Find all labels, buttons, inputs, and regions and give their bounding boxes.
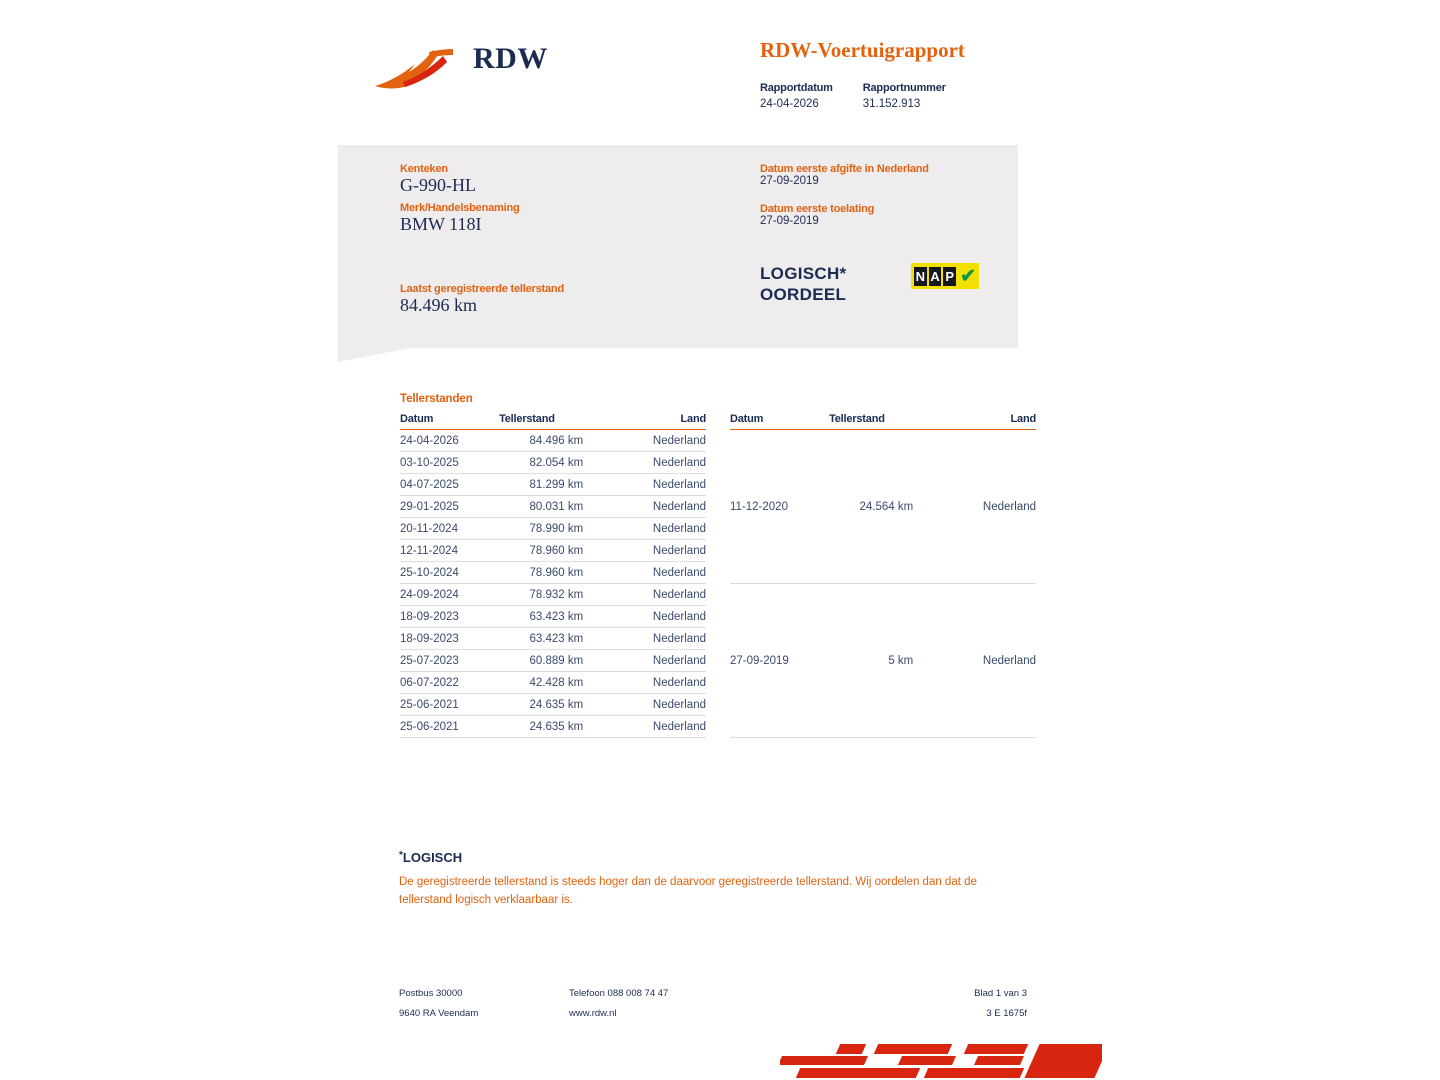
table-row	[400, 650, 706, 672]
nap-badge	[911, 263, 979, 289]
table-row	[730, 584, 1036, 738]
cell-tellerstand: 78.960 km	[485, 562, 629, 584]
footer-phone: Telefoon 088 008 74 47	[569, 988, 669, 999]
report-date-block	[760, 82, 833, 110]
report-number-block	[863, 82, 946, 110]
table-row	[400, 430, 706, 452]
cell-datum: 25-06-2021	[400, 694, 485, 716]
table-row	[400, 474, 706, 496]
cell-datum: 03-10-2025	[400, 452, 485, 474]
cell-tellerstand: 24.635 km	[485, 694, 629, 716]
cell-datum: 04-07-2025	[400, 474, 485, 496]
footer-postbus: Postbus 30000	[399, 988, 463, 999]
report-meta	[760, 82, 946, 110]
verdict-line-2: OORDEEL	[760, 285, 847, 305]
table-row	[400, 694, 706, 716]
report-date-value: 24-04-2026	[760, 98, 819, 110]
footnote-body: De geregistreerde tellerstand is steeds hoger dan de daarvoor geregistreerde tellerstand. Wij oordelen dan dat de tellerstand logisch verklaarbaar is.	[399, 876, 977, 906]
table-row	[400, 496, 706, 518]
make-value: BMW 118I	[400, 214, 482, 234]
cell-tellerstand: 24.564 km	[815, 430, 959, 584]
footer-form-code: 3 E 1675f	[986, 1008, 1027, 1019]
odometer-table-left	[400, 413, 706, 738]
table-header-row	[400, 413, 706, 430]
footnote-block	[399, 850, 999, 910]
check-icon: ✔	[960, 265, 976, 287]
document-header	[373, 28, 1033, 118]
cell-land: Nederland	[629, 716, 706, 738]
footnote-title	[399, 850, 999, 865]
cell-land: Nederland	[629, 452, 706, 474]
cell-land: Nederland	[629, 562, 706, 584]
report-date-label: Rapportdatum	[760, 82, 833, 94]
report-number-value: 31.152.913	[862, 98, 921, 110]
cell-land: Nederland	[629, 650, 706, 672]
cell-land: Nederland	[629, 606, 706, 628]
odometer-section-title: Tellerstanden	[400, 393, 473, 405]
first-admission-label: Datum eerste toelating	[760, 203, 875, 215]
cell-datum: 24-04-2026	[400, 430, 485, 452]
cell-land: Nederland	[629, 540, 706, 562]
cell-datum: 18-09-2023	[400, 606, 485, 628]
cell-land: Nederland	[629, 430, 706, 452]
cell-datum: 18-09-2023	[400, 628, 485, 650]
footer-website[interactable]: www.rdw.nl	[569, 1008, 617, 1019]
cell-datum: 25-07-2023	[400, 650, 485, 672]
table-row	[400, 606, 706, 628]
first-admission-value: 27-09-2019	[760, 215, 819, 227]
column-header-tellerstand: Tellerstand	[815, 413, 959, 430]
summary-left-column	[400, 163, 700, 316]
cell-tellerstand: 81.299 km	[485, 474, 629, 496]
report-number-label: Rapportnummer	[862, 82, 946, 94]
table-header-row	[730, 413, 1036, 430]
cell-datum: 12-11-2024	[400, 540, 485, 562]
last-odometer-value: 84.496 km	[400, 295, 478, 315]
license-plate-label: Kenteken	[400, 163, 448, 175]
first-issue-nl-value: 27-09-2019	[760, 175, 819, 187]
cell-datum: 27-09-2019	[730, 584, 815, 738]
column-header-datum: Datum	[730, 413, 815, 430]
cell-datum: 24-09-2024	[400, 584, 485, 606]
nap-letter-a: A	[930, 268, 940, 284]
odometer-section	[400, 393, 1040, 738]
footnote-title-text: LOGISCH	[402, 850, 463, 865]
cell-land: Nederland	[629, 496, 706, 518]
cell-land: Nederland	[629, 518, 706, 540]
cell-land: Nederland	[629, 628, 706, 650]
summary-right-column	[760, 163, 1010, 227]
footer-city: 9640 RA Veendam	[399, 1008, 479, 1019]
footer-page-number: Blad 1 van 3	[974, 988, 1027, 999]
cell-tellerstand: 78.932 km	[485, 584, 629, 606]
nap-letter-p: P	[943, 267, 956, 286]
cell-datum: 06-07-2022	[400, 672, 485, 694]
make-label: Merk/Handelsbenaming	[400, 202, 520, 214]
cell-tellerstand: 24.635 km	[485, 716, 629, 738]
cell-tellerstand: 80.031 km	[485, 496, 629, 518]
rdw-logo	[373, 36, 553, 96]
verdict-line-1: LOGISCH*	[760, 264, 847, 283]
bottom-decorative-graphic	[780, 1042, 1102, 1080]
document-footer	[399, 988, 1027, 1028]
cell-tellerstand: 84.496 km	[485, 430, 629, 452]
rdw-swoosh-logo-icon	[373, 46, 461, 92]
cell-datum: 29-01-2025	[400, 496, 485, 518]
cell-tellerstand: 63.423 km	[485, 606, 629, 628]
last-odometer-label: Laatst geregistreerde tellerstand	[400, 283, 564, 295]
first-issue-nl-label: Datum eerste afgifte in Nederland	[760, 163, 929, 175]
band-notch-decoration	[338, 348, 410, 362]
cell-land: Nederland	[629, 672, 706, 694]
table-row	[400, 452, 706, 474]
cell-land: Nederland	[959, 430, 1036, 584]
cell-datum: 25-06-2021	[400, 716, 485, 738]
odometer-table-right	[730, 413, 1036, 738]
table-row	[730, 430, 1036, 584]
verdict-text	[760, 263, 846, 306]
cell-datum: 25-10-2024	[400, 562, 485, 584]
report-title: RDW-Voertuigrapport	[760, 38, 965, 62]
cell-tellerstand: 78.960 km	[485, 540, 629, 562]
footnote-star: *	[399, 850, 403, 861]
cell-tellerstand: 63.423 km	[485, 628, 629, 650]
table-row	[400, 518, 706, 540]
column-header-datum: Datum	[400, 413, 485, 430]
cell-tellerstand: 42.428 km	[485, 672, 629, 694]
license-plate-value: G-990-HL	[400, 175, 476, 195]
cell-datum: 20-11-2024	[400, 518, 485, 540]
cell-land: Nederland	[629, 474, 706, 496]
cell-tellerstand: 78.990 km	[485, 518, 629, 540]
column-header-land: Land	[959, 413, 1036, 430]
table-row	[400, 540, 706, 562]
table-row	[400, 716, 706, 738]
vehicle-summary-band	[338, 145, 1018, 348]
table-row	[400, 562, 706, 584]
cell-datum: 11-12-2020	[730, 430, 815, 584]
table-row	[400, 672, 706, 694]
table-row	[400, 628, 706, 650]
table-row	[400, 584, 706, 606]
cell-tellerstand: 82.054 km	[485, 452, 629, 474]
cell-tellerstand: 60.889 km	[485, 650, 629, 672]
cell-land: Nederland	[629, 694, 706, 716]
column-header-tellerstand: Tellerstand	[485, 413, 629, 430]
rdw-logo-text: RDW	[473, 42, 548, 75]
nap-letter-n: N	[915, 268, 926, 284]
cell-tellerstand: 5 km	[815, 584, 959, 738]
cell-land: Nederland	[959, 584, 1036, 738]
column-header-land: Land	[629, 413, 706, 430]
cell-land: Nederland	[629, 584, 706, 606]
